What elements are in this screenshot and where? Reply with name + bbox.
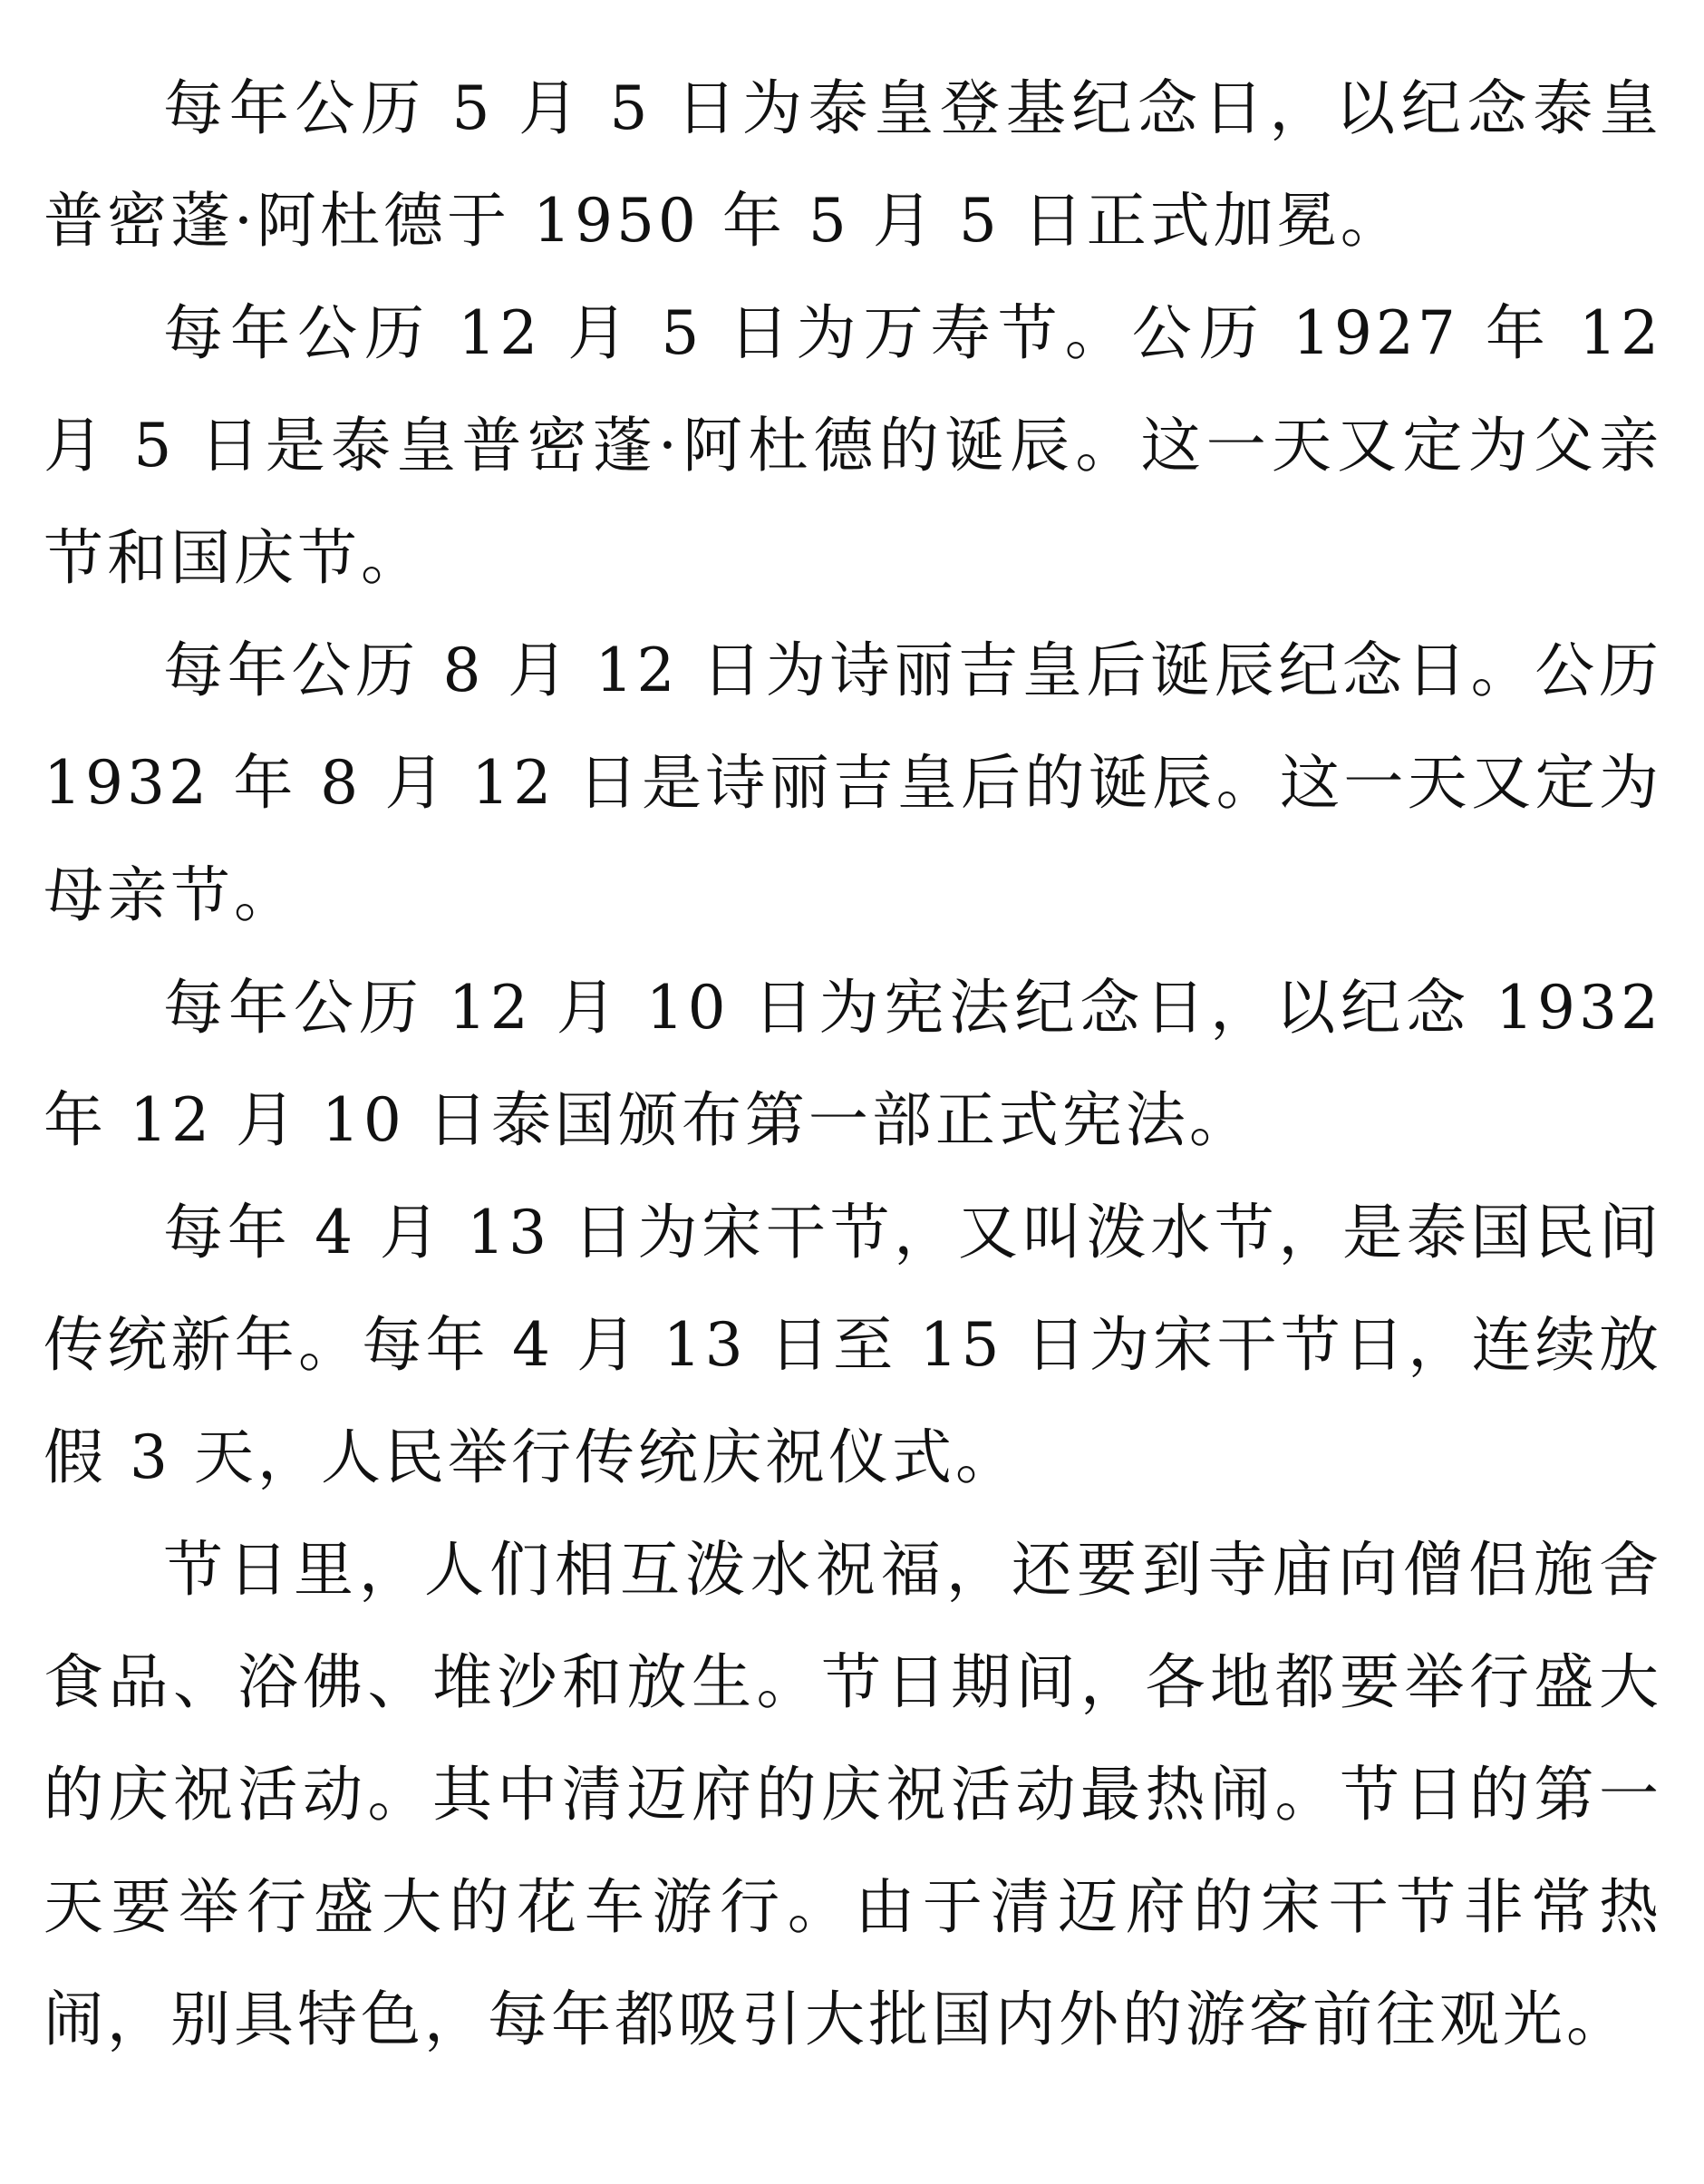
paragraph-songkran-celebrations: 节日里，人们相互泼水祝福，还要到寺庙向僧侣施舍食品、浴佛、堆沙和放生。节日期间，各地都要举行盛大的庆祝活动。其中清迈府的庆祝活动最热闹。节日的第一天要举行盛大的花车游行。由于清迈府的宋干节非常热闹，别具特色，每年都吸引大批国内外的游客前往观光。 xyxy=(44,1535,1662,2054)
paragraph-queens-birthday: 每年公历 8 月 12 日为诗丽吉皇后诞辰纪念日。公历 1932 年 8 月 12 日是诗丽吉皇后的诞辰。这一天又定为母亲节。 xyxy=(44,636,1662,930)
paragraph-coronation-day: 每年公历 5 月 5 日为泰皇登基纪念日，以纪念泰皇普密蓬·阿杜德于 1950 年 5 月 5 日正式加冕。 xyxy=(44,73,1662,256)
paragraph-kings-birthday: 每年公历 12 月 5 日为万寿节。公历 1927 年 12 月 5 日是泰皇普密蓬·阿杜德的诞辰。这一天又定为父亲节和国庆节。 xyxy=(44,298,1662,593)
paragraph-songkran-festival: 每年 4 月 13 日为宋干节，又叫泼水节，是泰国民间传统新年。每年 4 月 13 日至 15 日为宋干节日，连续放假 3 天，人民举行传统庆祝仪式。 xyxy=(44,1198,1662,1492)
document-body xyxy=(44,53,1662,2076)
paragraph-constitution-day: 每年公历 12 月 10 日为宪法纪念日，以纪念 1932 年 12 月 10 日泰国颁布第一部正式宪法。 xyxy=(44,973,1662,1155)
